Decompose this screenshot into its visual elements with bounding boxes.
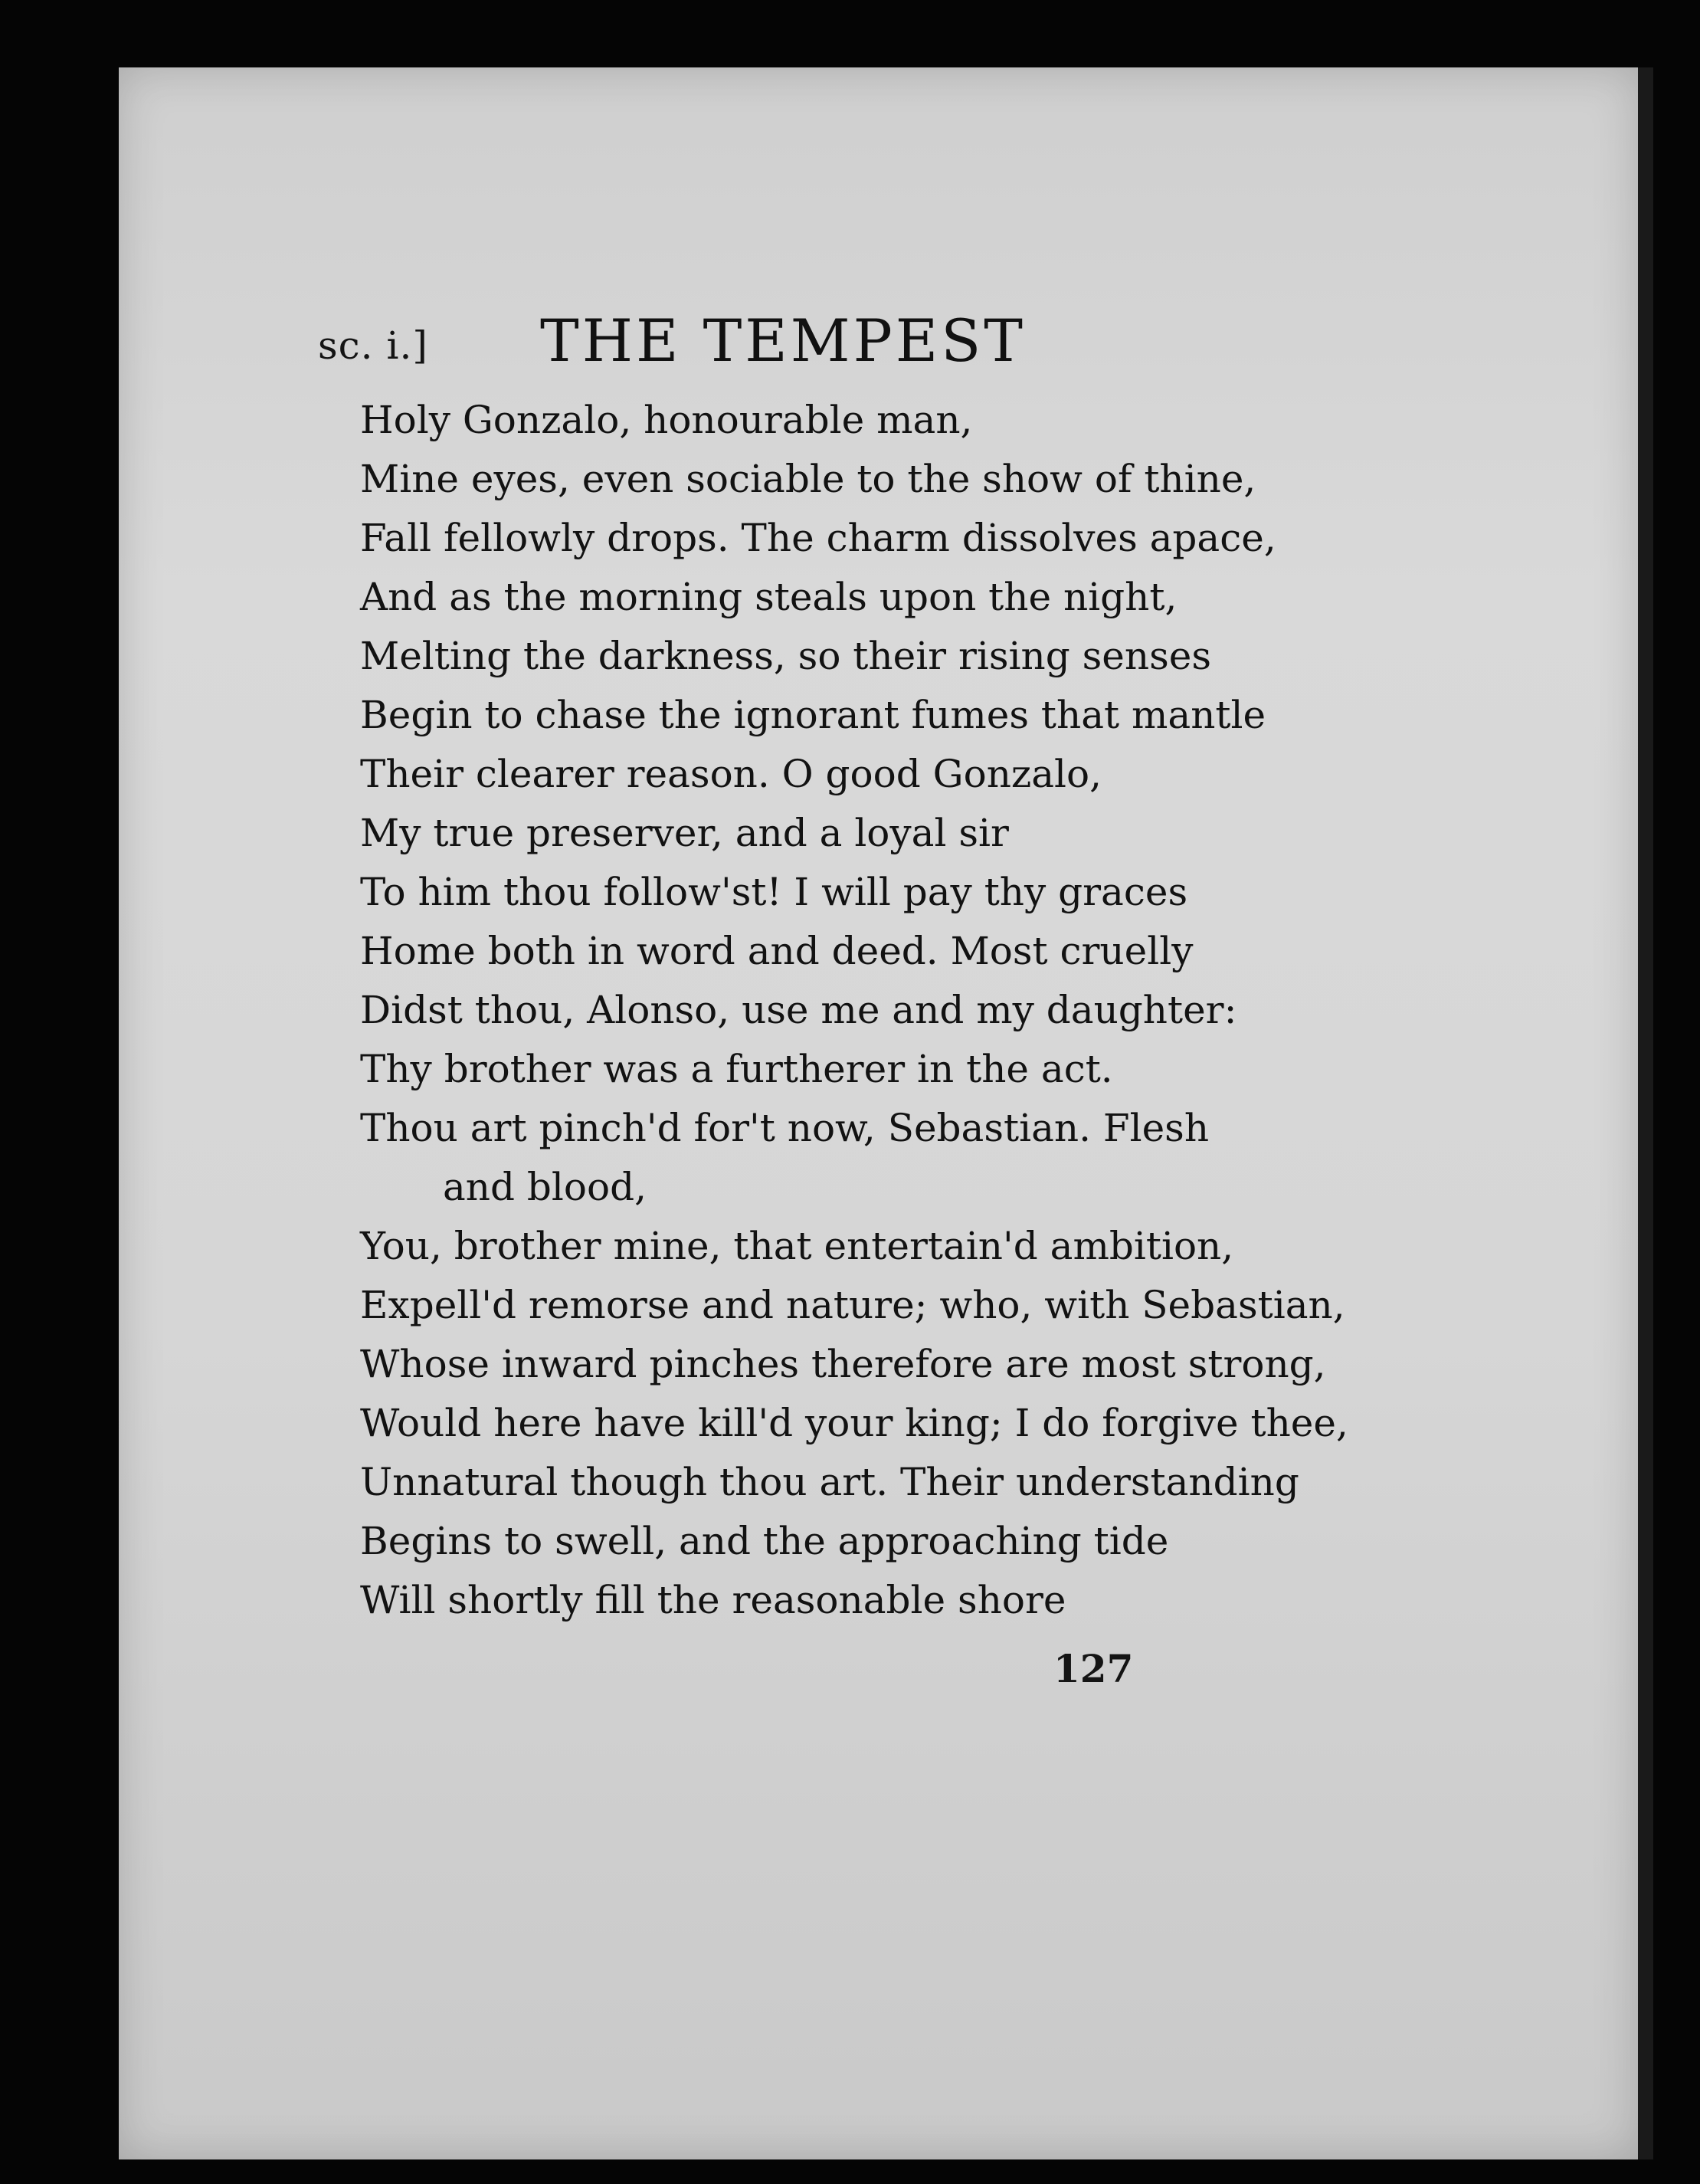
- verse-line: Fall fellowly drops. The charm dissolves apace,: [360, 516, 1276, 560]
- verse-line: My true preserver, and a loyal sir: [360, 811, 1009, 855]
- verse-line: Expell'd remorse and nature; who, with Sebastian,: [360, 1283, 1345, 1327]
- page-number: 127: [1053, 1646, 1134, 1691]
- verse-line: Melting the darkness, so their rising senses: [360, 634, 1211, 678]
- verse-line: Begins to swell, and the approaching tide: [360, 1519, 1169, 1563]
- verse-line: And as the morning steals upon the night,: [360, 575, 1178, 619]
- verse-line: Holy Gonzalo, honourable man,: [360, 398, 973, 442]
- verse-line: Didst thou, Alonso, use me and my daughter:: [360, 988, 1237, 1032]
- verse-line: You, brother mine, that entertain'd ambition,: [360, 1224, 1234, 1268]
- verse-line: To him thou follow'st! I will pay thy graces: [360, 870, 1188, 914]
- verse-line: Will shortly fill the reasonable shore: [360, 1578, 1066, 1622]
- verse-line: Whose inward pinches therefore are most strong,: [360, 1342, 1326, 1386]
- verse-line: Home both in word and deed. Most cruelly: [360, 929, 1194, 973]
- verse-line: Begin to chase the ignorant fumes that mantle: [360, 693, 1266, 737]
- verse-line: Unnatural though thou art. Their understanding: [360, 1460, 1299, 1504]
- scene-marker: sc. i.]: [318, 323, 428, 368]
- verse-text: [360, 391, 1348, 1630]
- verse-line: Thy brother was a furtherer in the act.: [360, 1047, 1113, 1091]
- verse-line: Would here have kill'd your king; I do forgive thee,: [360, 1401, 1348, 1445]
- page-title: THE TEMPEST: [540, 307, 1026, 375]
- running-header: [318, 307, 1314, 375]
- verse-line: Their clearer reason. O good Gonzalo,: [360, 752, 1102, 796]
- verse-line: Thou art pinch'd for't now, Sebastian. Flesh: [360, 1106, 1210, 1150]
- page-edge-shadow: [1638, 67, 1653, 2159]
- verse-line: Mine eyes, even sociable to the show of thine,: [360, 457, 1256, 501]
- verse-line-continuation: and blood,: [443, 1165, 647, 1209]
